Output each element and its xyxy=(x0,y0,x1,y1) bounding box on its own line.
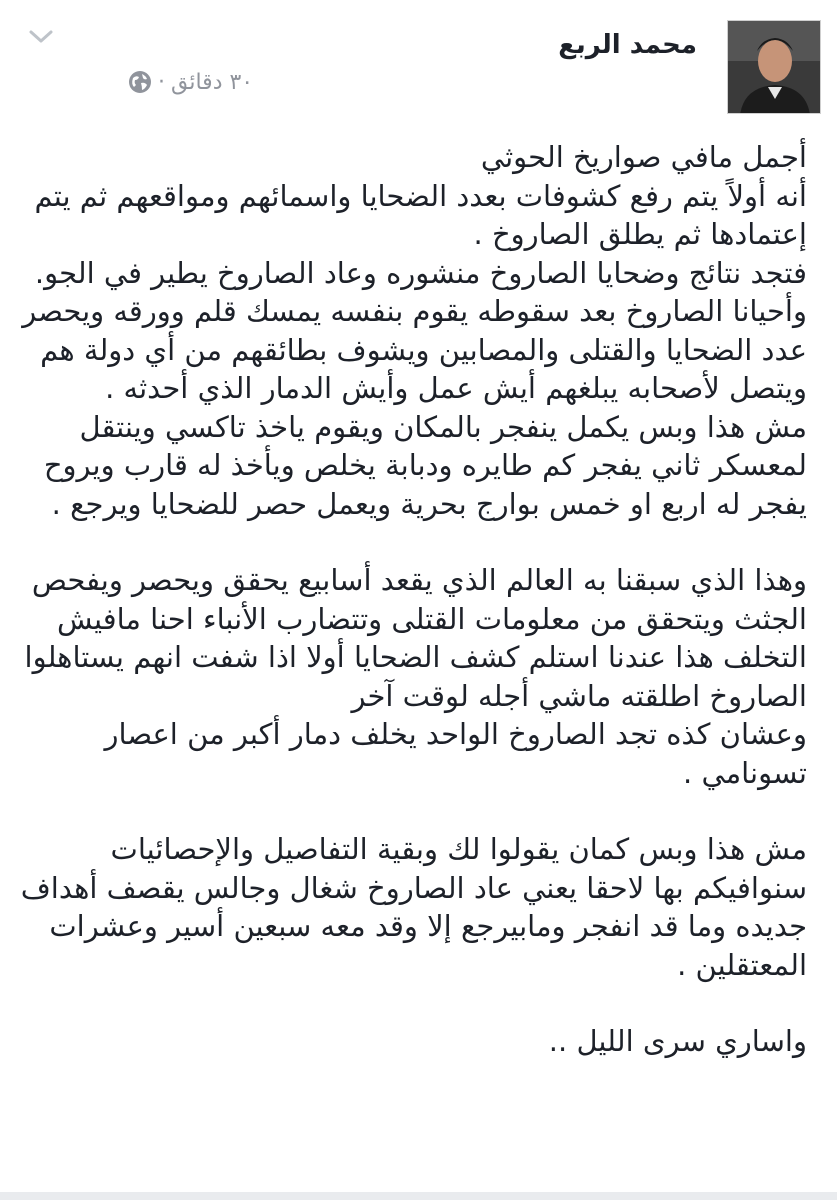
post-line: فتجد نتائج وضحايا الصاروخ منشوره وعاد الصاروخ يطير في الجو. xyxy=(34,255,807,290)
post-line: أجمل مافي صواريخ الحوثي xyxy=(480,140,807,174)
post-line: لمعسكر ثاني يفجر كم طايره ودبابة يخلص ويأخذ له قارب ويروح xyxy=(43,448,807,482)
post-line: عدد الضحايا والقتلى والمصابين ويشوف بطائقهم من أي دولة هم xyxy=(40,332,807,367)
globe-icon[interactable] xyxy=(128,70,152,94)
post-line: الصاروخ اطلقته ماشي أجله لوقت آخر xyxy=(351,678,807,713)
post-line: يفجر له اربع او خمس بوارج بحرية ويعمل حصر للضحايا ويرجع . xyxy=(51,486,807,521)
profile-photo xyxy=(728,21,821,114)
post-line: واساري سرى الليل .. xyxy=(548,1024,807,1058)
author-name[interactable]: محمد الربع xyxy=(558,30,697,60)
post-line: التخلف هذا عندنا استلم كشف الضحايا أولا اذا شفت انهم يستاهلوا xyxy=(24,640,807,674)
post-line: مش هذا وبس يكمل ينفجر بالمكان ويقوم ياخذ تاكسي وينتقل xyxy=(79,409,807,444)
post-line: وهذا الذي سبقنا به العالم الذي يقعد أسابيع يحقق ويحصر ويفحص xyxy=(31,563,807,597)
post-header xyxy=(0,0,837,125)
post-text xyxy=(17,138,807,1061)
meta-separator: · xyxy=(158,69,165,95)
post-timestamp[interactable]: ٣٠ دقائق xyxy=(171,69,254,95)
post-paragraph xyxy=(17,830,807,984)
chevron-down-icon[interactable] xyxy=(28,26,54,46)
post-line: وعشان كذه تجد الصاروخ الواحد يخلف دمار أكبر من اعصار xyxy=(104,717,807,751)
paragraph-gap xyxy=(17,984,807,1022)
feed-divider xyxy=(0,1192,837,1200)
paragraph-gap xyxy=(17,523,807,561)
post-meta xyxy=(128,67,253,97)
post-line: تسونامي . xyxy=(683,755,807,790)
post-paragraph xyxy=(17,138,807,523)
post-paragraph xyxy=(17,1022,807,1061)
post-line: أنه أولاً يتم رفع كشوفات بعدد الضحايا واسمائهم ومواقعهم ثم يتم xyxy=(34,178,807,213)
post-line: جديده وما قد انفجر ومابيرجع إلا وقد معه سبعين أسير وعشرات xyxy=(49,909,807,943)
post-line: وأحيانا الصاروخ بعد سقوطه يقوم بنفسه يمسك قلم وورقه ويحصر xyxy=(22,294,807,328)
post-line: سنوافيكم بها لاحقا يعني عاد الصاروخ شغال وجالس يقصف أهداف xyxy=(20,870,807,905)
post-line: إعتمادها ثم يطلق الصاروخ . xyxy=(473,217,807,251)
post-paragraph xyxy=(17,561,807,792)
post-line: مش هذا وبس كمان يقولوا لك وبقية التفاصيل والإحصائيات xyxy=(110,832,807,866)
post-line: المعتقلين . xyxy=(677,947,807,982)
author-avatar[interactable] xyxy=(727,20,821,114)
paragraph-gap xyxy=(17,792,807,830)
post-line: ويتصل لأصحابه يبلغهم أيش عمل وأيش الدمار الذي أحدثه . xyxy=(105,371,807,405)
post-line: الجثث ويتحقق من معلومات القتلى وتتضارب الأنباء احنا مافيش xyxy=(57,601,807,636)
